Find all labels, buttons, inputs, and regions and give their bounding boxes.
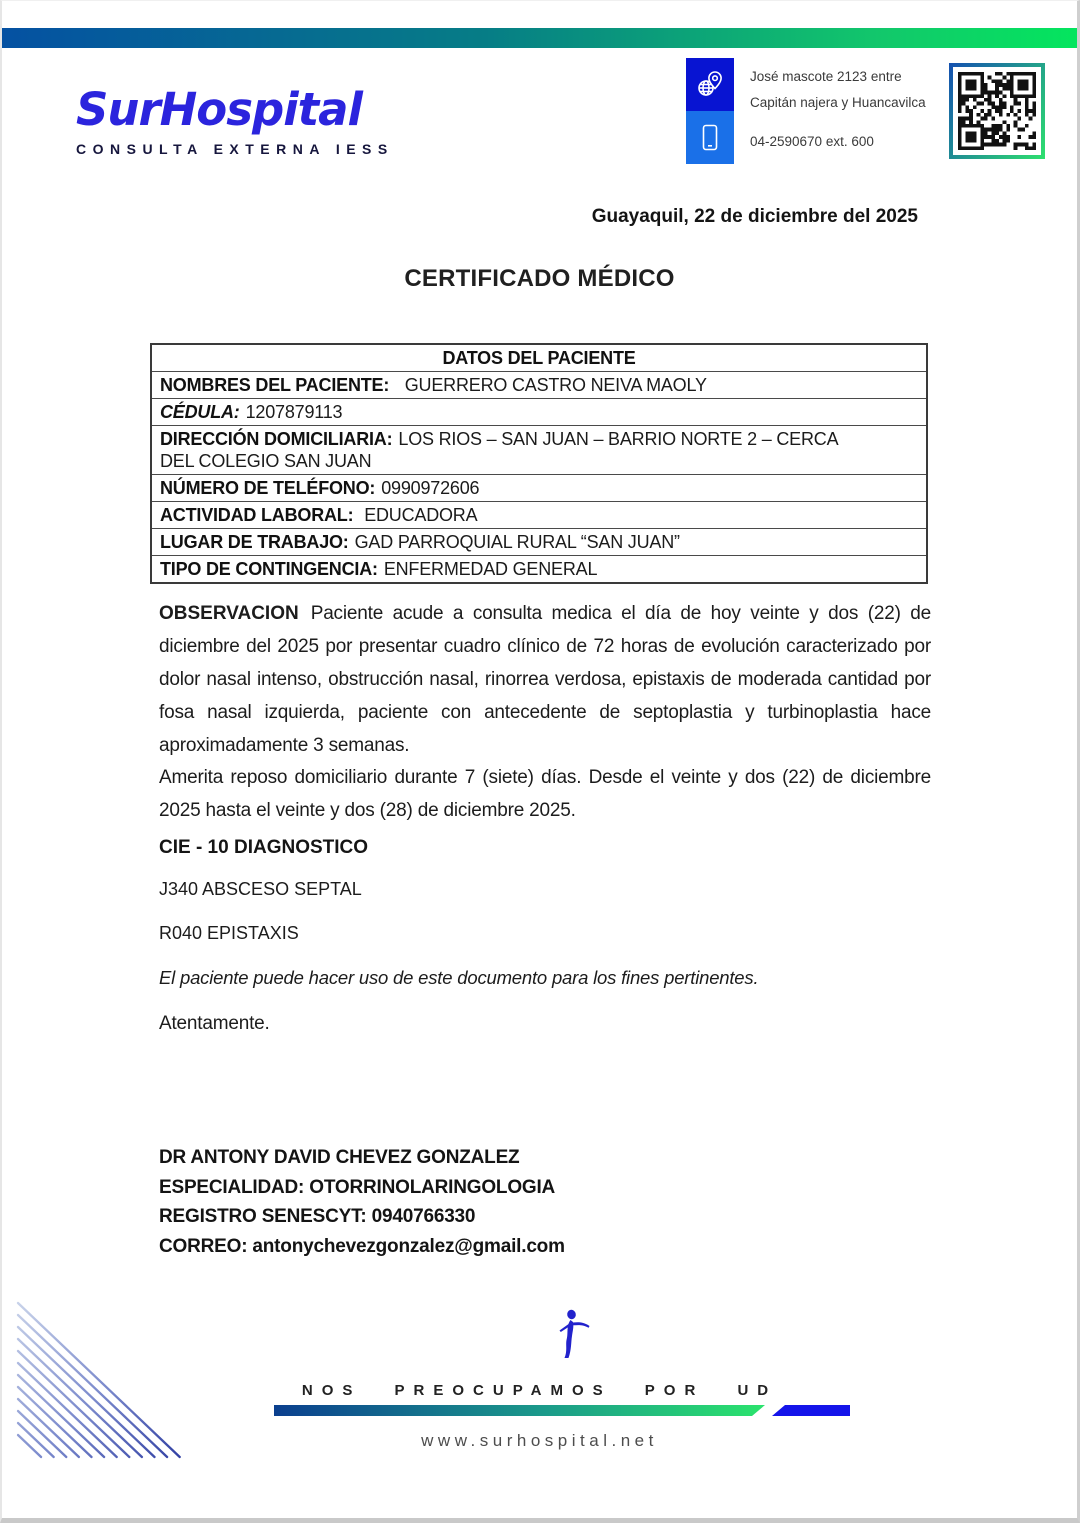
field-label: LUGAR DE TRABAJO: xyxy=(160,532,349,552)
field-value: ENFERMEDAD GENERAL xyxy=(383,559,598,579)
footer-website: www.surhospital.net xyxy=(421,1431,658,1450)
address-line-1: José mascote 2123 entre xyxy=(750,69,902,84)
table-row xyxy=(152,556,926,582)
diagnosis-item: J340 ABSCESO SEPTAL xyxy=(159,879,362,899)
doctor-registry: REGISTRO SENESCYT: 0940766330 xyxy=(159,1206,476,1227)
field-value: LOS RIOS – SAN JUAN – BARRIO NORTE 2 – CERCA DEL COLEGIO SAN JUAN xyxy=(160,429,838,471)
footer-bar-gradient-segment xyxy=(274,1405,765,1416)
footer-bar-blue-segment xyxy=(772,1405,850,1416)
field-label: CÉDULA: xyxy=(160,402,240,422)
contact-icon-column xyxy=(686,58,734,164)
doctor-email: CORREO: antonychevezgonzalez@gmail.com xyxy=(159,1235,565,1257)
phone-icon xyxy=(697,122,723,154)
diagnosis-item: R040 EPISTAXIS xyxy=(159,923,299,943)
diagnosis-heading: CIE - 10 DIAGNOSTICO xyxy=(159,837,369,858)
logo-subtitle: CONSULTA EXTERNA IESS xyxy=(76,141,394,157)
qr-code-pattern xyxy=(958,72,1036,150)
doctor-specialty: ESPECIALIDAD: OTORRINOLARINGOLOGIA xyxy=(159,1176,556,1198)
field-value: 1207879113 xyxy=(245,402,343,422)
logo-wordmark: SurHospital xyxy=(76,83,362,136)
observation-label: OBSERVACION xyxy=(159,603,299,624)
field-label: NÚMERO DE TELÉFONO: xyxy=(160,478,376,498)
closing-note: El paciente puede hacer uso de este documento para los fines pertinentes. xyxy=(159,967,759,988)
hospital-logo xyxy=(76,83,394,157)
location-icon-tile xyxy=(686,58,734,111)
qr-code xyxy=(949,63,1045,159)
patient-data-table xyxy=(150,343,928,584)
table-rows xyxy=(152,372,926,582)
phone-icon-tile xyxy=(686,111,734,164)
table-row xyxy=(152,529,926,556)
observation-paragraph xyxy=(159,597,931,762)
table-row xyxy=(152,372,926,399)
location-pin-globe-icon xyxy=(695,69,725,101)
person-figure-icon xyxy=(554,1309,594,1363)
top-gradient-bar xyxy=(2,28,1077,48)
table-row xyxy=(152,475,926,502)
field-label: ACTIVIDAD LABORAL: xyxy=(160,505,354,525)
doctor-signature-block xyxy=(159,1143,565,1261)
diagonal-lines-decoration xyxy=(8,1297,208,1469)
table-row xyxy=(152,502,926,529)
field-label: DIRECCIÓN DOMICILIARIA: xyxy=(160,429,393,449)
field-value: 0990972606 xyxy=(381,478,480,498)
rest-prescription-paragraph: Amerita reposo domiciliario durante 7 (siete) días. Desde el veinte y dos (22) de diciembre 2025 hasta el veinte y dos (28) de diciembre 2025. xyxy=(159,767,931,821)
field-label: NOMBRES DEL PACIENTE: xyxy=(160,375,390,395)
doctor-name: DR ANTONY DAVID CHEVEZ GONZALEZ xyxy=(159,1147,520,1168)
field-value: GUERRERO CASTRO NEIVA MAOLY xyxy=(395,375,707,395)
footer-slogan: NOS PREOCUPAMOS POR UD xyxy=(301,1382,778,1399)
table-row xyxy=(152,426,926,475)
address-line-2: Capitán najera y Huancavilca xyxy=(750,95,926,110)
qr-code-inner xyxy=(953,67,1041,155)
table-row xyxy=(152,399,926,426)
table-header: DATOS DEL PACIENTE xyxy=(152,345,926,372)
footer-gradient-bar xyxy=(274,1405,850,1416)
address-text xyxy=(750,64,950,116)
document-date: Guayaquil, 22 de diciembre del 2025 xyxy=(591,206,918,227)
field-label: TIPO DE CONTINGENCIA: xyxy=(160,559,378,579)
field-value: GAD PARROQUIAL RURAL “SAN JUAN” xyxy=(354,532,680,552)
document-title: CERTIFICADO MÉDICO xyxy=(404,265,675,292)
salutation: Atentamente. xyxy=(159,1013,270,1034)
observation-text: Paciente acude a consulta medica el día de hoy veinte y dos (22) de diciembre del 2025 por presentar cuadro clínico de 72 horas de evolución caracterizado por dolor nasal intenso, obstrucción nasal, rinorrea verdosa, epistaxis de moderada cantidad por fosa nasal izquierda, paciente con antecedente de septoplastia y turbinoplastia hace aproximadamente 3 semanas. xyxy=(159,603,931,756)
phone-number: 04-2590670 ext. 600 xyxy=(750,134,874,149)
field-value: EDUCADORA xyxy=(359,505,478,525)
